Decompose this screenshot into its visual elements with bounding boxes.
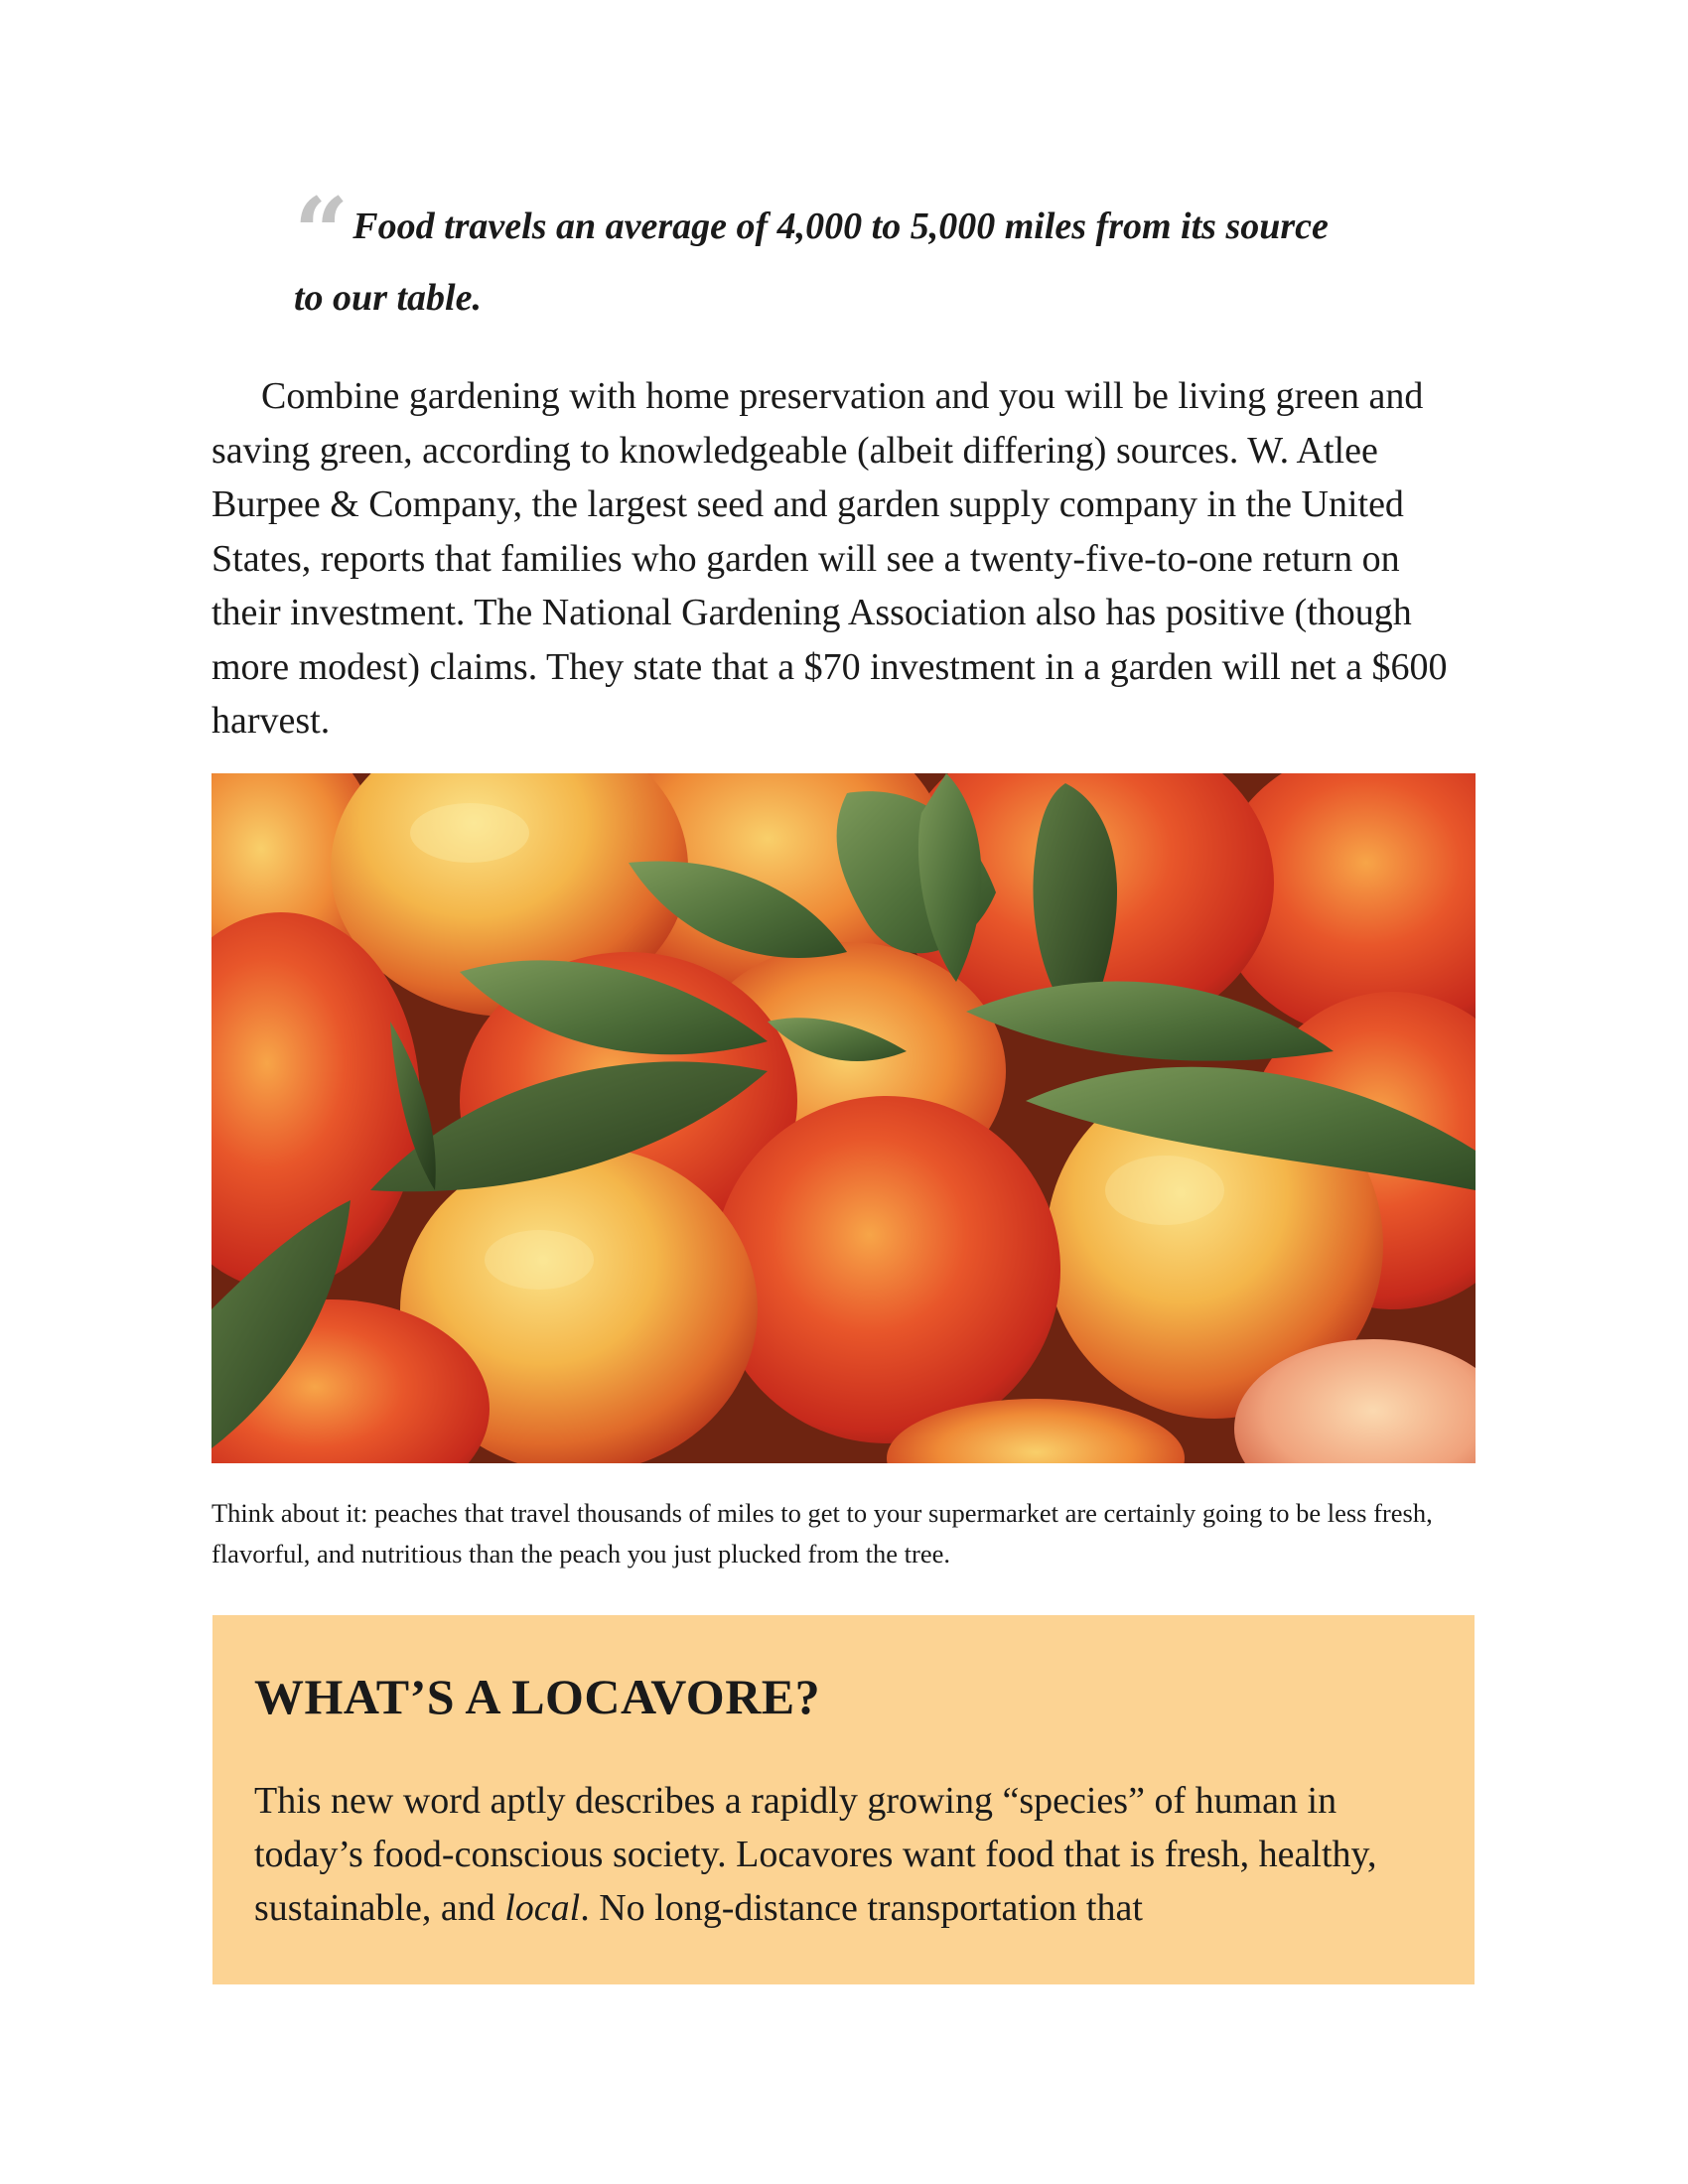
photo-caption: Think about it: peaches that travel thousands of miles to get to your supermarket are certainly going to be less fresh, flavorful, and nutritious than the peach you just plucked from the tree. xyxy=(211,1498,1433,1569)
peaches-illustration xyxy=(211,773,1476,1463)
body-paragraph: Combine gardening with home preservation and you will be living green and saving green, according to knowledgeable (albeit differing) sources. W. Atlee Burpee & Company, the largest seed and garden supply company in the United States, reports that families who garden will see a twenty-five-to-one return on their investment. The National Gardening Association also has positive (though more modest) claims. They state that a $70 investment in a garden will net a $600 harvest. xyxy=(211,375,1448,742)
pull-quote-text: Food travels an average of 4,000 to 5,000 miles from its source to our table. xyxy=(294,205,1329,319)
peaches-photo xyxy=(211,773,1476,1463)
sidebar-text-start: This new word aptly describes a rapidly growing “species” of human in today’s food-conscious society. Locavores want food that is fresh, healthy, sustainable, and xyxy=(254,1780,1377,1929)
sidebar-text-emphasis: local xyxy=(504,1887,581,1929)
quote-mark-icon: “ xyxy=(294,177,344,289)
sidebar-text xyxy=(254,1774,1436,1935)
pull-quote xyxy=(294,177,1346,334)
sidebar-title: WHAT’S A LOCAVORE? xyxy=(254,1669,821,1724)
sidebar-text-end: . No long-distance transportation that xyxy=(580,1887,1143,1929)
locavore-sidebar xyxy=(212,1615,1475,1984)
